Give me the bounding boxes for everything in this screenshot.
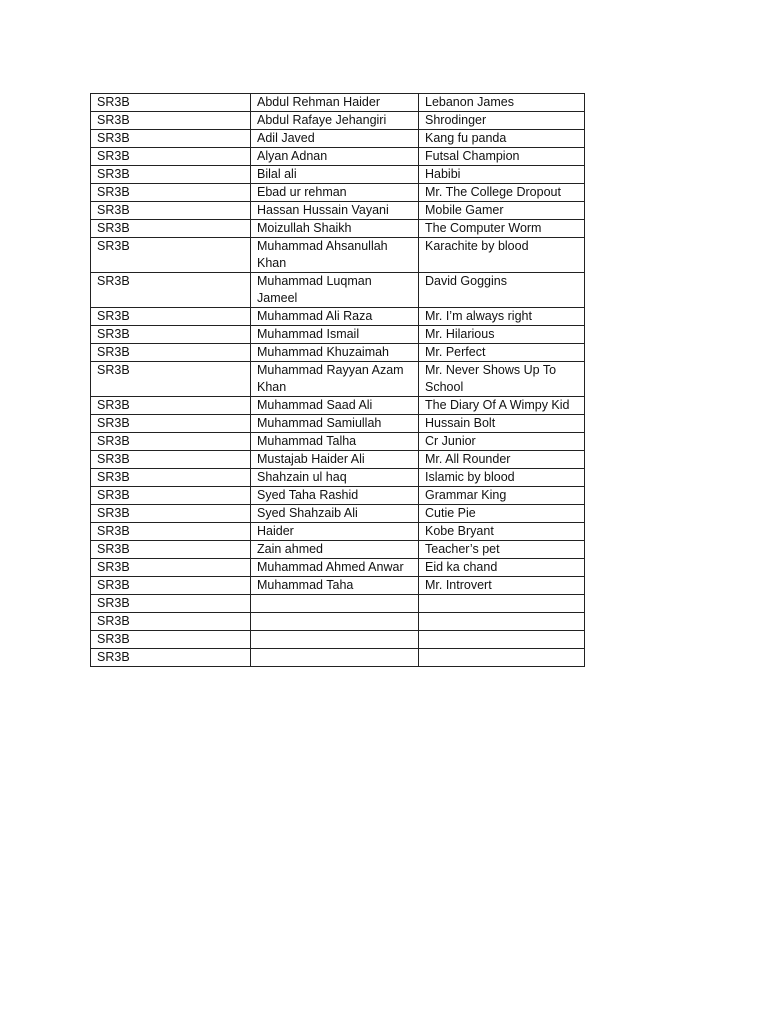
student-name-cell: Muhammad Rayyan Azam Khan (251, 362, 419, 397)
student-name-cell: Muhammad Ismail (251, 326, 419, 344)
nickname-cell: Mr. The College Dropout (419, 184, 585, 202)
nickname-cell: David Goggins (419, 273, 585, 308)
section-cell: SR3B (91, 362, 251, 397)
student-name-cell (251, 595, 419, 613)
table-row (91, 166, 585, 184)
section-cell: SR3B (91, 94, 251, 112)
table-row (91, 94, 585, 112)
section-cell: SR3B (91, 469, 251, 487)
section-cell: SR3B (91, 148, 251, 166)
section-cell: SR3B (91, 166, 251, 184)
table-row (91, 595, 585, 613)
table-row (91, 469, 585, 487)
nickname-cell: Mr. Hilarious (419, 326, 585, 344)
student-name-cell: Ebad ur rehman (251, 184, 419, 202)
nickname-cell: The Computer Worm (419, 220, 585, 238)
section-cell: SR3B (91, 344, 251, 362)
nickname-cell: Mobile Gamer (419, 202, 585, 220)
table-row (91, 505, 585, 523)
student-name-cell: Syed Taha Rashid (251, 487, 419, 505)
table-row (91, 344, 585, 362)
student-name-cell: Muhammad Ahsanullah Khan (251, 238, 419, 273)
nickname-cell (419, 595, 585, 613)
student-name-cell (251, 649, 419, 667)
table-row (91, 362, 585, 397)
section-cell: SR3B (91, 559, 251, 577)
student-name-cell: Muhammad Taha (251, 577, 419, 595)
nickname-cell: Mr. I’m always right (419, 308, 585, 326)
table-row (91, 326, 585, 344)
student-name-cell: Muhammad Samiullah (251, 415, 419, 433)
section-cell: SR3B (91, 184, 251, 202)
section-cell: SR3B (91, 541, 251, 559)
section-cell: SR3B (91, 112, 251, 130)
nickname-cell: Mr. All Rounder (419, 451, 585, 469)
nickname-cell: Hussain Bolt (419, 415, 585, 433)
table-row (91, 238, 585, 273)
table-row (91, 220, 585, 238)
nickname-cell (419, 649, 585, 667)
table-row (91, 541, 585, 559)
table-row (91, 148, 585, 166)
student-name-cell: Alyan Adnan (251, 148, 419, 166)
section-cell: SR3B (91, 415, 251, 433)
roster-table (90, 93, 585, 667)
section-cell: SR3B (91, 130, 251, 148)
table-row (91, 308, 585, 326)
table-row (91, 451, 585, 469)
nickname-cell: Futsal Champion (419, 148, 585, 166)
section-cell: SR3B (91, 308, 251, 326)
section-cell: SR3B (91, 487, 251, 505)
nickname-cell: The Diary Of A Wimpy Kid (419, 397, 585, 415)
nickname-cell: Cr Junior (419, 433, 585, 451)
student-name-cell: Hassan Hussain Vayani (251, 202, 419, 220)
section-cell: SR3B (91, 273, 251, 308)
student-name-cell: Muhammad Ali Raza (251, 308, 419, 326)
nickname-cell: Mr. Never Shows Up To School (419, 362, 585, 397)
nickname-cell: Cutie Pie (419, 505, 585, 523)
student-name-cell (251, 613, 419, 631)
nickname-cell: Karachite by blood (419, 238, 585, 273)
nickname-cell: Islamic by blood (419, 469, 585, 487)
table-row (91, 130, 585, 148)
table-row (91, 184, 585, 202)
nickname-cell: Habibi (419, 166, 585, 184)
table-row (91, 631, 585, 649)
table-row (91, 523, 585, 541)
student-name-cell: Muhammad Saad Ali (251, 397, 419, 415)
table-row (91, 112, 585, 130)
section-cell: SR3B (91, 326, 251, 344)
section-cell: SR3B (91, 220, 251, 238)
section-cell: SR3B (91, 505, 251, 523)
table-row (91, 613, 585, 631)
table-row (91, 202, 585, 220)
section-cell: SR3B (91, 397, 251, 415)
section-cell: SR3B (91, 238, 251, 273)
nickname-cell: Mr. Perfect (419, 344, 585, 362)
table-row (91, 559, 585, 577)
table-row (91, 577, 585, 595)
nickname-cell: Shrodinger (419, 112, 585, 130)
section-cell: SR3B (91, 523, 251, 541)
section-cell: SR3B (91, 613, 251, 631)
student-name-cell: Adil Javed (251, 130, 419, 148)
nickname-cell (419, 631, 585, 649)
nickname-cell: Grammar King (419, 487, 585, 505)
table-row (91, 649, 585, 667)
student-name-cell: Muhammad Ahmed Anwar (251, 559, 419, 577)
student-name-cell: Haider (251, 523, 419, 541)
section-cell: SR3B (91, 451, 251, 469)
student-name-cell: Abdul Rafaye Jehangiri (251, 112, 419, 130)
roster-table-body (91, 94, 585, 667)
nickname-cell: Eid ka chand (419, 559, 585, 577)
section-cell: SR3B (91, 595, 251, 613)
table-row (91, 397, 585, 415)
nickname-cell: Mr. Introvert (419, 577, 585, 595)
student-name-cell: Muhammad Talha (251, 433, 419, 451)
nickname-cell (419, 613, 585, 631)
nickname-cell: Kobe Bryant (419, 523, 585, 541)
nickname-cell: Kang fu panda (419, 130, 585, 148)
nickname-cell: Teacher’s pet (419, 541, 585, 559)
section-cell: SR3B (91, 577, 251, 595)
section-cell: SR3B (91, 433, 251, 451)
nickname-cell: Lebanon James (419, 94, 585, 112)
table-row (91, 433, 585, 451)
section-cell: SR3B (91, 631, 251, 649)
student-name-cell: Syed Shahzaib Ali (251, 505, 419, 523)
student-name-cell: Abdul Rehman Haider (251, 94, 419, 112)
student-name-cell: Muhammad Luqman Jameel (251, 273, 419, 308)
student-name-cell (251, 631, 419, 649)
student-name-cell: Bilal ali (251, 166, 419, 184)
student-name-cell: Shahzain ul haq (251, 469, 419, 487)
table-row (91, 415, 585, 433)
student-name-cell: Mustajab Haider Ali (251, 451, 419, 469)
student-name-cell: Zain ahmed (251, 541, 419, 559)
student-name-cell: Moizullah Shaikh (251, 220, 419, 238)
section-cell: SR3B (91, 649, 251, 667)
student-name-cell: Muhammad Khuzaimah (251, 344, 419, 362)
section-cell: SR3B (91, 202, 251, 220)
table-row (91, 273, 585, 308)
table-row (91, 487, 585, 505)
